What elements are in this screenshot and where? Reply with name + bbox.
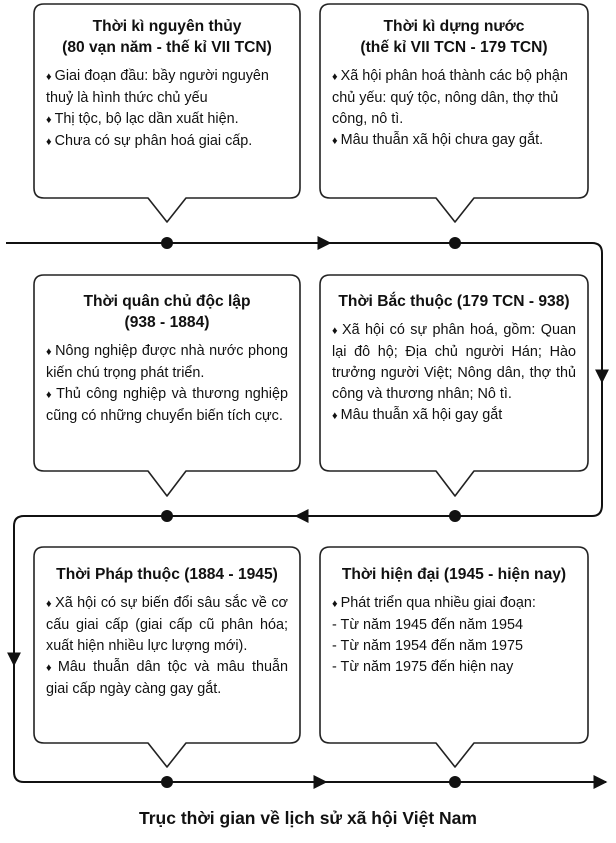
timeline-dot-dung-nuoc <box>449 237 461 249</box>
timeline-dot-hien-dai <box>449 776 461 788</box>
period-dates: (938 - 1884) <box>124 314 210 331</box>
diamond-bullet-icon: ♦ <box>332 598 338 610</box>
period-name: Thời hiện đại (1945 - hiện nay) <box>341 566 567 583</box>
period-name: Thời kì nguyên thủy <box>92 18 242 35</box>
period-name: Thời Bắc thuộc (179 TCN - 938) <box>338 293 570 310</box>
period-sub-item: - Từ năm 1975 đến hiện nay <box>332 659 514 675</box>
timeline-dot-nguyen-thuy <box>161 237 173 249</box>
period-item: ♦ Phát triển qua nhiều giai đoạn: <box>332 595 536 611</box>
period-title <box>46 564 288 585</box>
diamond-bullet-icon: ♦ <box>46 114 52 126</box>
period-sub-item: - Từ năm 1954 đến năm 1975 <box>332 638 523 654</box>
period-item: ♦ Giai đoạn đầu: bầy người nguyên thuỷ là hình thức chủ yếu <box>46 68 269 106</box>
period-box-quan-chu <box>36 283 298 435</box>
period-item: ♦ Xã hội có sự phân hoá, gồm: Quan lại đô hộ; Địa chủ người Hán; Hào trưởng người Việt; Nông dân, thợ thủ công và thương nhân; Nô tì. <box>332 322 576 402</box>
period-item: ♦ Xã hội có sự biến đổi sâu sắc về cơ cấu giai cấp (giai cấp cũ phân hóa; xuất hiện nhiều lực lượng mới). <box>46 595 288 654</box>
period-dates: (thế kỉ VII TCN - 179 TCN) <box>360 39 548 56</box>
period-name: Thời Pháp thuộc (1884 - 1945) <box>56 566 278 583</box>
period-title <box>332 564 576 585</box>
timeline-dot-phap-thuoc <box>161 776 173 788</box>
diamond-bullet-icon: ♦ <box>46 136 52 148</box>
period-dates: (80 vạn năm - thế kỉ VII TCN) <box>62 39 272 56</box>
period-sub-item: - Từ năm 1945 đến năm 1954 <box>332 617 523 633</box>
period-title <box>332 291 576 312</box>
period-title <box>46 291 288 333</box>
timeline-dot-quan-chu <box>161 510 173 522</box>
period-item: ♦ Xã hội phân hoá thành các bộ phận chủ yếu: quý tộc, nông dân, thợ thủ công, nô tì. <box>332 68 568 127</box>
period-item: ♦ Nông nghiệp được nhà nước phong kiến chú trọng phát triển. <box>46 343 288 381</box>
period-item: ♦ Thủ công nghiệp và thương nghiệp cũng có những chuyển biến tích cực. <box>46 386 288 424</box>
diamond-bullet-icon: ♦ <box>46 662 55 674</box>
diamond-bullet-icon: ♦ <box>332 325 340 337</box>
period-item: ♦ Mâu thuẫn xã hội chưa gay gắt. <box>332 132 544 148</box>
timeline-row-2 <box>296 505 602 516</box>
period-item: ♦ Mâu thuẫn dân tộc và mâu thuẫn giai cấp ngày càng gay gắt. <box>46 659 288 697</box>
period-name: Thời quân chủ độc lập <box>83 293 251 310</box>
diagram-caption: Trục thời gian về lịch sử xã hội Việt Nam <box>139 808 477 828</box>
period-title <box>46 16 288 58</box>
diamond-bullet-icon: ♦ <box>46 389 54 401</box>
period-item: ♦ Thị tộc, bộ lạc dần xuất hiện. <box>46 111 239 127</box>
period-box-nguyen-thuy <box>36 8 298 161</box>
diamond-bullet-icon: ♦ <box>46 598 53 610</box>
period-title <box>332 16 576 58</box>
period-name: Thời kì dựng nước <box>383 18 525 35</box>
period-box-phap-thuoc <box>36 556 298 708</box>
diamond-bullet-icon: ♦ <box>46 71 52 83</box>
period-box-dung-nuoc <box>322 8 586 160</box>
diamond-bullet-icon: ♦ <box>332 410 338 422</box>
diamond-bullet-icon: ♦ <box>332 135 338 147</box>
period-item: ♦ Chưa có sự phân hoá giai cấp. <box>46 133 253 149</box>
period-box-bac-thuoc <box>322 283 586 435</box>
diamond-bullet-icon: ♦ <box>332 71 338 83</box>
period-box-hien-dai <box>322 556 586 686</box>
diamond-bullet-icon: ♦ <box>46 346 53 358</box>
timeline-dot-bac-thuoc <box>449 510 461 522</box>
period-item: ♦ Mâu thuẫn xã hội gay gắt <box>332 407 503 423</box>
